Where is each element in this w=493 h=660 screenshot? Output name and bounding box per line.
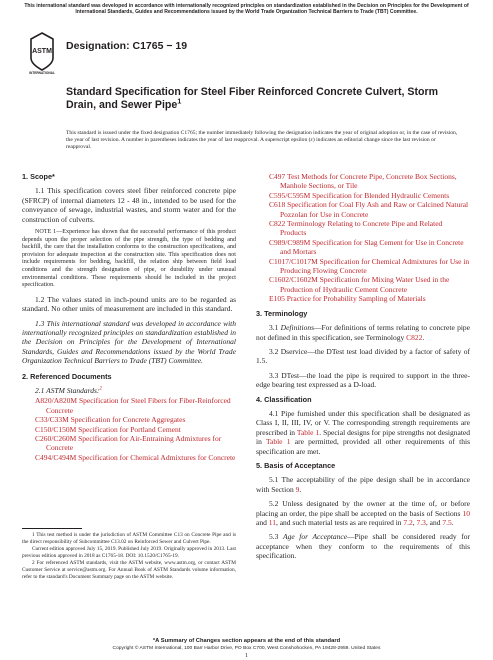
reference-title[interactable]: Specification for Slag Cement for Use in Concrete and Mortars	[280, 237, 464, 257]
section-10-link[interactable]: 10	[462, 508, 470, 518]
p3-1-term: Definitions	[280, 323, 315, 333]
paragraph-5-2	[256, 499, 470, 527]
classification-heading: 4. Classification	[256, 394, 312, 404]
reference-list-right	[256, 172, 470, 304]
page-number: 1	[245, 653, 248, 659]
referenced-documents-heading: 2. Referenced Documents	[22, 371, 112, 381]
reference-a820[interactable]	[35, 396, 236, 415]
title-footnote-marker: 1	[177, 96, 182, 106]
astm-standards-label	[35, 386, 236, 395]
reference-number[interactable]: C33/C33M	[35, 415, 69, 425]
reference-title[interactable]: Specification for Portland Cement	[78, 424, 181, 434]
paragraph-5-1	[256, 475, 470, 494]
paragraph-5-3	[256, 532, 470, 560]
reference-c618[interactable]	[269, 200, 470, 219]
svg-text:INTERNATIONAL: INTERNATIONAL	[29, 71, 55, 75]
reference-c595[interactable]	[269, 191, 470, 200]
reference-list-left	[22, 396, 236, 462]
document-title	[66, 86, 446, 112]
paragraph-1-2: 1.2 The values stated in inch-pound units are to be regarded as standard. No other units of measurement are included in this standard.	[22, 294, 236, 314]
reference-c1017[interactable]	[269, 257, 470, 276]
p5-2-text-e: , and	[425, 518, 443, 527]
table-1-link[interactable]: Table 1	[296, 427, 320, 437]
reference-title[interactable]: Specification for Concrete Aggregates	[70, 415, 186, 425]
reference-c494[interactable]	[35, 453, 236, 462]
p5-2-text-a: 5.2 Unless designated by the owner at the time of, or before placing an order, the pipe shall be accepted on the basis of Sections	[256, 499, 470, 518]
paragraph-3-2: 3.2 Dservice—the DTest test load divided by a factor of safety of 1.5.	[256, 346, 470, 366]
astm-standards-text: 2.1 ASTM Standards:	[35, 386, 100, 396]
reference-title[interactable]: Practice for Probability Sampling of Materials	[286, 294, 426, 304]
p5-3-number: 5.3	[269, 532, 283, 542]
p5-1-text: 5.1 The acceptability of the pipe design shall be in accordance with Section	[256, 475, 470, 494]
footnote-1: 1 This test method is under the jurisdiction of ASTM Committee C13 on Concrete Pipe and is the direct responsibility of Subcommittee C13.02 on Reinforced Sewer and Culvert Pipe.	[22, 532, 236, 545]
designation: Designation: C1765 − 19	[66, 40, 188, 52]
reference-title[interactable]: Terminology Relating to Concrete Pipe and Related Products	[280, 219, 443, 238]
tbt-notice: This international standard was developed in accordance with internationally recognized principles on standardization established in the Decision on Principles for the Development of International Standards, Guides and Recommendations issued by the World Trade Organization Technical Barriers to Trade (TBT) Committee.	[24, 3, 469, 16]
note-1: NOTE 1—Experience has shown that the successful performance of this product depends upon the proper selection of the pipe strength, the type of bedding and backfill, the care that the installation conforms to the construction specifications, and provision for adequate inspection at the construction site. This specification does not include requirements for bedding, backfill, the relation ship between field load conditions and the strength designation of pipe, or durability under unusual environmental conditions. These requirements should be included in the project specification.	[22, 229, 236, 289]
paragraph-1-3: 1.3 This international standard was developed in accordance with internationally recognized principles on standardization established in the Decision on Principles for the Development of International Standards, Guides and Recommendations issued by the World Trade Organization Technical Barriers to Trade (TBT) Committee.	[22, 318, 236, 366]
paragraph-1-1: 1.1 This specification covers steel fiber reinforced concrete pipe (SFRCP) of internal diameters 12 - 48 in., intended to be used for the conveyance of sewage, industrial wastes, and storm water and for the construction of culverts.	[22, 186, 236, 224]
reference-number[interactable]: C989/C989M	[269, 237, 311, 247]
reference-c260[interactable]	[35, 434, 236, 453]
p3-1-number: 3.1	[269, 323, 281, 333]
p4-1-text-a: 4.1 Pipe furnished under this specification shall be designated as Class I, II, III, IV, or V. The corresponding strength requirements are prescribed in	[256, 408, 470, 437]
reference-title[interactable]: Test Methods for Concrete Pipe, Concrete Box Sections, Manhole Sections, or Tile	[280, 172, 457, 191]
reference-number[interactable]: C1602/C1602M	[269, 275, 318, 285]
right-column	[256, 172, 470, 566]
reference-number[interactable]: C1017/C1017M	[269, 256, 318, 266]
reference-number[interactable]: C260/C260M	[35, 434, 77, 444]
reference-title[interactable]: Specification for Chemical Admixtures for Use in Producing Flowing Concrete	[280, 256, 470, 276]
reference-title[interactable]: Specification for Air-Entraining Admixtures for Concrete	[46, 434, 222, 453]
section-7-3-link[interactable]: 7.3	[416, 518, 426, 527]
section-7-2-link[interactable]: 7.2	[403, 518, 413, 527]
section-9-link[interactable]: 9	[295, 484, 300, 494]
reference-title[interactable]: Specification for Blended Hydraulic Cements	[312, 190, 450, 200]
reference-title[interactable]: Specification for Steel Fibers for Fiber-Reinforced Concrete	[46, 396, 231, 415]
p3-1-text: —For definitions of terms relating to concrete pipe not defined in this specification, see Terminology	[256, 323, 470, 342]
issuance-note: This standard is issued under the fixed designation C1765; the number immediately following the designation indicates the year of original adoption or, in the case of revision, the year of last revision. A number in parentheses indicates the year of last reapproval. A superscript epsilon (ε) indicates an editorial change since the last revision or reapproval.	[66, 130, 458, 150]
reference-title[interactable]: Specification for Mixing Water Used in the Production of Hydraulic Cement Concrete	[280, 275, 450, 294]
footnote-2-marker[interactable]: 2	[99, 385, 103, 392]
copyright-line: Copyright © ASTM International, 100 Barr Harbor Drive, PO Box C700, West Conshohocken, PA 19428-2959. United States	[112, 646, 381, 651]
p5-2-end: .	[451, 518, 454, 527]
reference-c150[interactable]	[35, 425, 236, 434]
paragraph-3-1	[256, 323, 470, 342]
reference-title[interactable]: Specification for Coal Fly Ash and Raw or Calcined Natural Pozzolan for Use in Concrete	[280, 200, 469, 219]
paragraph-3-3: 3.3 DTest—the load the pipe is required to support in the three-edge bearing test expressed as a D-load.	[256, 370, 470, 390]
astm-logo	[28, 31, 56, 75]
p5-3-text: —Pipe shall be considered ready for acceptance when they conform to the requirements of this specification.	[256, 532, 471, 561]
section-11-link[interactable]: 11	[268, 518, 276, 527]
footnote-1-edition: Current edition approved July 15, 2019. Published July 2019. Originally approved in 2013. Last previous edition approved in 2018 as C1765-18. DOI: 10.1520/C1765-19.	[22, 546, 236, 559]
left-column	[22, 172, 236, 462]
footnotes	[22, 532, 236, 581]
title-text: Standard Specification for Steel Fiber Reinforced Concrete Culvert, Storm Drain, and Sewer Pipe	[66, 86, 439, 112]
scope-heading: 1. Scope*	[22, 172, 55, 181]
reference-c989[interactable]	[269, 238, 470, 257]
reference-c497[interactable]	[269, 172, 470, 191]
footnote-2: 2 For referenced ASTM standards, visit the ASTM website, www.astm.org, or contact ASTM Customer Service at service@astm.org. For Annual Book of ASTM Standards volume information, refer to the standard's Document Summary page on the ASTM website.	[22, 560, 236, 580]
reference-number[interactable]: E105	[269, 294, 285, 304]
reference-c1602[interactable]	[269, 275, 470, 294]
reference-e105[interactable]	[269, 294, 470, 303]
footnote-divider	[22, 528, 82, 529]
reference-number[interactable]: C494/C494M	[35, 452, 77, 462]
reference-number[interactable]: A820/A820M	[35, 396, 78, 406]
reference-c822[interactable]	[269, 219, 470, 238]
p5-2-text-b: and	[256, 518, 269, 527]
svg-text:ASTM: ASTM	[32, 48, 52, 55]
p5-3-term: Age for Acceptance	[282, 532, 348, 542]
reference-number[interactable]: C150/C150M	[35, 424, 77, 434]
p5-2-text-c: , and such material tests as are required in	[275, 518, 404, 527]
p5-2-text-d: ,	[412, 518, 417, 527]
summary-of-changes-note: *A Summary of Changes section appears at the end of this standard	[152, 638, 341, 644]
table-1-link-2[interactable]: Table 1	[265, 437, 291, 447]
section-7-5-link[interactable]: 7.5	[442, 518, 452, 527]
reference-number[interactable]: C618	[269, 200, 286, 210]
c822-link[interactable]: C822	[406, 332, 423, 342]
reference-title[interactable]: Specification for Chemical Admixtures for Concrete	[78, 452, 236, 462]
p4-1-text-c: are permitted, provided all other requirements of this specification are met.	[256, 437, 470, 456]
reference-c33[interactable]	[35, 415, 236, 424]
reference-number[interactable]: C595/C595M	[269, 190, 311, 200]
p3-1-end: .	[422, 332, 425, 342]
terminology-heading: 3. Terminology	[256, 308, 308, 318]
reference-number[interactable]: C497	[269, 172, 286, 181]
p4-1-text-b: . Special designs for pipe strengths not designated in	[256, 427, 470, 447]
p5-1-end: .	[299, 484, 302, 494]
paragraph-4-1	[256, 409, 470, 456]
basis-of-acceptance-heading: 5. Basis of Acceptance	[256, 460, 336, 470]
reference-number[interactable]: C822	[269, 219, 286, 229]
